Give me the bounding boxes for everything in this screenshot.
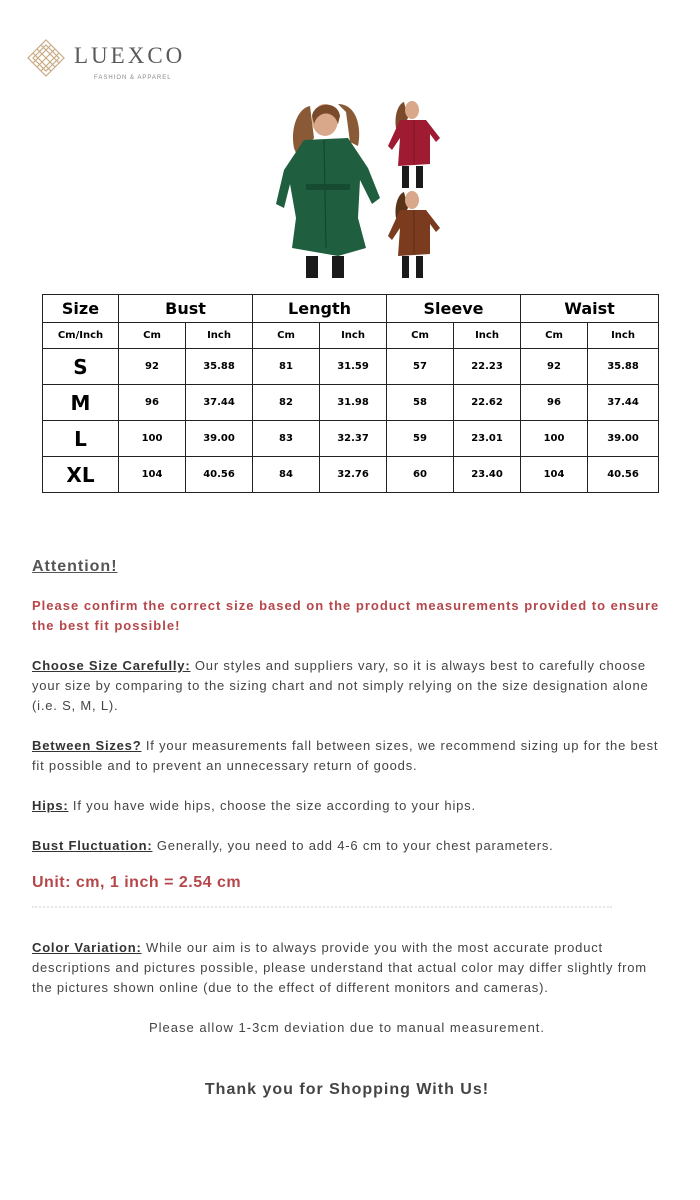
table-cell: 23.01: [454, 421, 521, 457]
table-units-row: [43, 323, 659, 349]
table-cell: 92: [119, 349, 186, 385]
table-cell: 22.62: [454, 385, 521, 421]
table-cell: 31.59: [320, 349, 387, 385]
table-cell: 104: [119, 457, 186, 493]
table-cell: 37.44: [588, 385, 659, 421]
table-cell: 60: [387, 457, 454, 493]
unit-cell: Cm: [253, 323, 320, 349]
table-row: [43, 457, 659, 493]
hips-text: If you have wide hips, choose the size according to your hips.: [68, 798, 476, 813]
table-cell: 39.00: [186, 421, 253, 457]
header-length: Length: [253, 295, 387, 323]
size-chart-table: [42, 294, 659, 493]
unit-cell: Inch: [186, 323, 253, 349]
unit-cell: Inch: [588, 323, 659, 349]
table-row: [43, 349, 659, 385]
table-cell: 31.98: [320, 385, 387, 421]
lattice-logo-icon: [24, 38, 68, 78]
unit-cell: Cm: [521, 323, 588, 349]
bust-fluctuation-note: [32, 836, 662, 856]
choose-size-note: [32, 656, 662, 716]
table-cell: 57: [387, 349, 454, 385]
choose-size-label: Choose Size Carefully:: [32, 658, 191, 673]
product-photo-green: [268, 98, 388, 278]
between-sizes-label: Between Sizes?: [32, 738, 142, 753]
between-sizes-text: If your measurements fall between sizes, we recommend sizing up for the best fit possible and to prevent an unnecessary return of goods.: [32, 738, 659, 773]
table-cell: 58: [387, 385, 454, 421]
table-row: [43, 421, 659, 457]
between-sizes-note: [32, 736, 662, 776]
color-variation-label: Color Variation:: [32, 940, 142, 955]
size-notes: [32, 558, 662, 1099]
table-cell: 22.23: [454, 349, 521, 385]
table-cell: 96: [119, 385, 186, 421]
attention-heading: Attention!: [32, 558, 118, 575]
unit-cell: Inch: [320, 323, 387, 349]
table-cell: 96: [521, 385, 588, 421]
table-cell: 104: [521, 457, 588, 493]
table-cell: 39.00: [588, 421, 659, 457]
unit-cell: Cm: [119, 323, 186, 349]
size-label: L: [43, 421, 119, 457]
table-cell: 59: [387, 421, 454, 457]
table-row: [43, 385, 659, 421]
table-cell: 83: [253, 421, 320, 457]
color-variation-note: [32, 938, 662, 998]
bust-fluctuation-text: Generally, you need to add 4-6 cm to your chest parameters.: [152, 838, 554, 853]
hips-note: [32, 796, 662, 816]
bust-fluctuation-label: Bust Fluctuation:: [32, 838, 153, 853]
brand-logo: [24, 38, 224, 88]
table-cell: 35.88: [186, 349, 253, 385]
hips-label: Hips:: [32, 798, 69, 813]
table-cell: 84: [253, 457, 320, 493]
dotted-divider: [32, 906, 612, 908]
header-bust: Bust: [119, 295, 253, 323]
table-cell: 23.40: [454, 457, 521, 493]
thank-you-message: Thank you for Shopping With Us!: [204, 1081, 490, 1098]
table-cell: 37.44: [186, 385, 253, 421]
table-cell: 100: [119, 421, 186, 457]
warning-text: Please confirm the correct size based on the product measurements provided to ensure the best fit possible!: [32, 598, 660, 633]
color-variation-text: While our aim is to always provide you with the most accurate product descriptions and pictures possible, please understand that actual color may differ slightly from the pictures shown online (due to the effect of different monitors and cameras).: [32, 940, 647, 995]
table-cell: 100: [521, 421, 588, 457]
table-cell: 32.76: [320, 457, 387, 493]
header-sleeve: Sleeve: [387, 295, 521, 323]
unit-conversion: Unit: cm, 1 inch = 2.54 cm: [32, 874, 242, 891]
table-cell: 35.88: [588, 349, 659, 385]
size-label: XL: [43, 457, 119, 493]
brand-name: LUEXCO: [74, 43, 186, 68]
size-label: M: [43, 385, 119, 421]
table-cell: 92: [521, 349, 588, 385]
unit-cell: Cm/Inch: [43, 323, 119, 349]
unit-cell: Inch: [454, 323, 521, 349]
product-photo-brown: [384, 188, 444, 280]
table-header-row: [43, 295, 659, 323]
product-photo-red: [384, 98, 444, 190]
size-label: S: [43, 349, 119, 385]
brand-tagline: FASHION & APPAREL: [94, 75, 172, 81]
deviation-note: Please allow 1-3cm deviation due to manual measurement.: [148, 1020, 546, 1035]
table-cell: 81: [253, 349, 320, 385]
unit-cell: Cm: [387, 323, 454, 349]
table-cell: 82: [253, 385, 320, 421]
table-cell: 40.56: [186, 457, 253, 493]
table-cell: 32.37: [320, 421, 387, 457]
header-size: Size: [43, 295, 119, 323]
header-waist: Waist: [521, 295, 659, 323]
product-photos: [262, 98, 447, 280]
table-cell: 40.56: [588, 457, 659, 493]
choose-size-text: Our styles and suppliers vary, so it is always best to carefully choose your size by comparing to the sizing chart and not simply relying on the size designation alone (i.e. S, M, L).: [32, 658, 649, 713]
